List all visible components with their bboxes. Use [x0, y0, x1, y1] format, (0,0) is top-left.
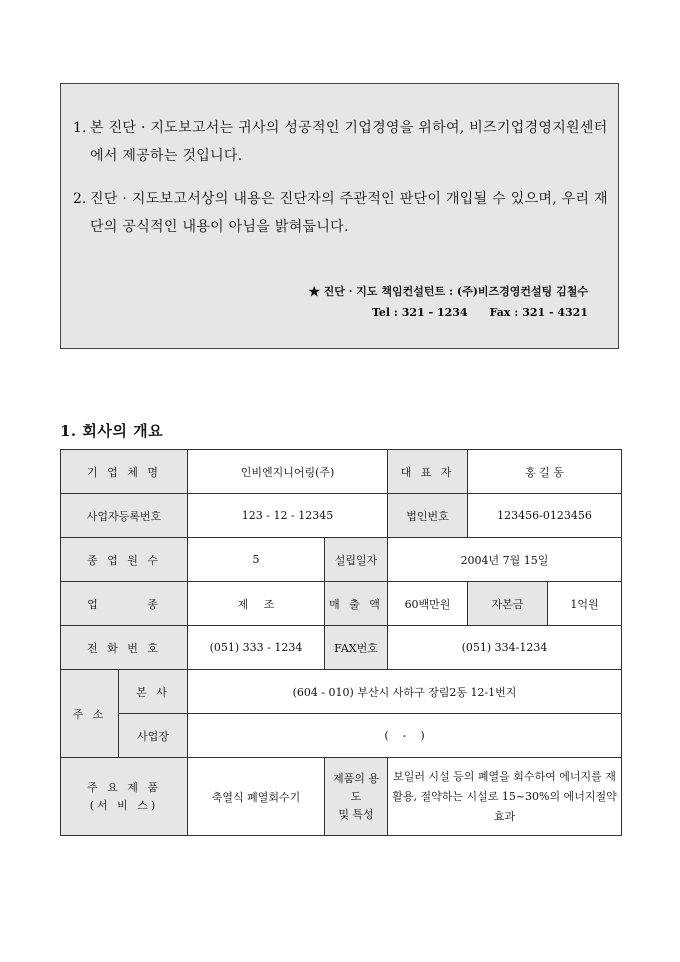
founded-value: 2004년 7월 15일: [388, 538, 622, 582]
sales-label: 매 출 액: [325, 582, 388, 626]
founded-label: 설립일자: [325, 538, 388, 582]
corpno-label: 법인번호: [388, 494, 468, 538]
hq-address-value: (604 - 010) 부산시 사하구 장림2동 12-1번지: [188, 670, 622, 714]
fax-label: FAX번호: [325, 626, 388, 670]
table-row: [61, 714, 622, 758]
notice-item-2-number: 2.: [73, 191, 87, 207]
corpno-value: 123456-0123456: [468, 494, 622, 538]
phone-value: (051) 333 - 1234: [188, 626, 325, 670]
product-label-line-2: (서 비 스): [89, 798, 159, 812]
product-label-line-1: 주 요 제 품: [87, 780, 161, 794]
notice-box: [60, 83, 619, 349]
notice-item-1-text: 본 진단 · 지도보고서는 귀사의 성공적인 기업경영을 위하여, 비즈기업경영지원센터에서 제공하는 것입니다.: [90, 120, 608, 164]
industry-value: 제 조: [188, 582, 325, 626]
contact-line: [309, 302, 588, 323]
site-label: 사업장: [119, 714, 188, 758]
company-name-value: 인비엔지니어링(주): [188, 450, 388, 494]
industry-label: 업 종: [61, 582, 188, 626]
tel-number: Tel : 321 - 1234: [371, 306, 468, 319]
employees-value: 5: [188, 538, 325, 582]
fax-number: Fax : 321 - 4321: [489, 306, 588, 319]
usage-label-line-1: 제품의 용도: [332, 771, 379, 803]
bizno-label: 사업자등록번호: [61, 494, 188, 538]
site-address-value: ( - ): [188, 714, 622, 758]
address-label: 주 소: [61, 670, 119, 758]
phone-label: 전 화 번 호: [61, 626, 188, 670]
usage-label-line-2: 및 특성: [338, 807, 374, 821]
table-row: [61, 626, 622, 670]
product-label: [61, 758, 188, 836]
table-row: [61, 538, 622, 582]
ceo-label: 대 표 자: [388, 450, 468, 494]
consultant-line: ★ 진단 · 지도 책임컨설턴트 : (주)비즈경영컨설팅 김철수: [308, 285, 588, 298]
table-row: [61, 758, 622, 836]
usage-label: [325, 758, 388, 836]
capital-label: 자본금: [468, 582, 548, 626]
employees-label: 종 업 원 수: [61, 538, 188, 582]
table-row: [61, 494, 622, 538]
table-row: [61, 450, 622, 494]
consultant-signature: [309, 281, 588, 323]
product-value: 축열식 폐열회수기: [188, 758, 325, 836]
hq-label: 본 사: [119, 670, 188, 714]
sales-value: 60백만원: [388, 582, 468, 626]
table-row: [61, 582, 622, 626]
table-row: [61, 670, 622, 714]
notice-item-2: [73, 185, 609, 241]
company-overview-table: [60, 449, 622, 836]
usage-description: 보일러 시설 등의 폐열을 회수하여 에너지를 재활용, 절약하는 시설로 15~30%의 에너지절약효과: [388, 758, 622, 836]
capital-value: 1억원: [548, 582, 622, 626]
notice-item-1: [73, 114, 609, 170]
company-name-label: 기 업 체 명: [61, 450, 188, 494]
section-title: 1. 회사의 개요: [60, 422, 164, 440]
notice-item-1-number: 1.: [73, 120, 87, 136]
bizno-value: 123 - 12 - 12345: [188, 494, 388, 538]
fax-value: (051) 334-1234: [388, 626, 622, 670]
ceo-value: 홍 길 동: [468, 450, 622, 494]
notice-item-2-text: 진단 · 지도보고서상의 내용은 진단자의 주관적인 판단이 개입될 수 있으며, 우리 재단의 공식적인 내용이 아님을 밝혀둡니다.: [90, 191, 608, 235]
